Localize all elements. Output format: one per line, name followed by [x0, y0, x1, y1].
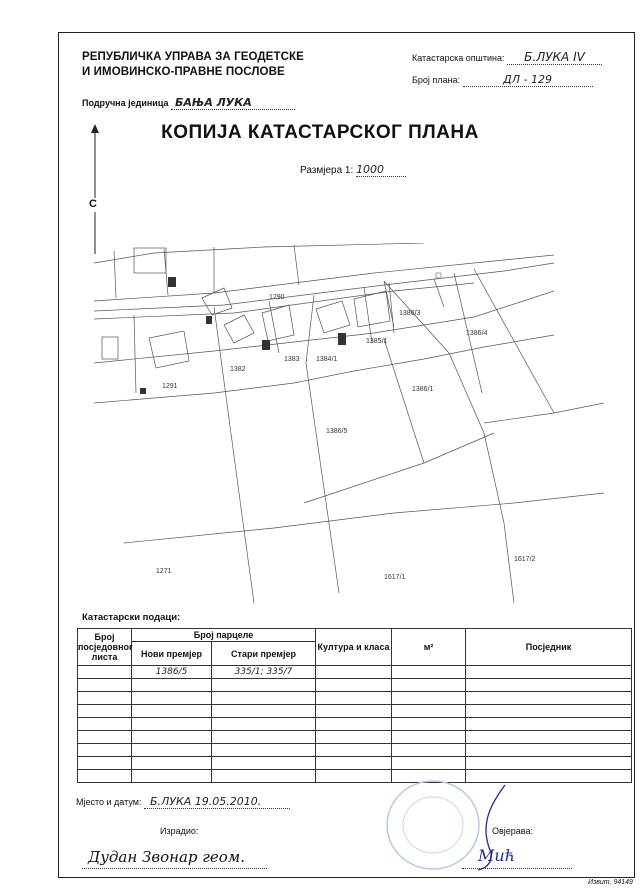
map-label-1386-1: 1386/1	[412, 386, 434, 393]
row-old-parcel: 335/1; 335/7	[212, 666, 316, 679]
row-area	[392, 666, 466, 679]
row-new-parcel: 1386/5	[132, 666, 212, 679]
form-code: Извит. 94149	[588, 879, 633, 886]
col-owner-header: Посједник	[466, 629, 632, 666]
certified-by-signature: Мић	[478, 846, 515, 865]
map-label-1383: 1383	[284, 356, 300, 363]
cadastral-municipality-label: Катастарска општина:	[412, 53, 505, 63]
cadastral-data-label: Катастарски подаци:	[82, 612, 181, 623]
map-label-1384-1: 1384/1	[316, 356, 338, 363]
plan-number	[412, 73, 593, 87]
north-label: С	[89, 198, 97, 210]
map-label-1386-3: 1386/3	[399, 310, 421, 317]
col-culture-header: Култура и класа	[316, 629, 392, 666]
organization-name	[82, 50, 304, 80]
place-date-label: Мјесто и датум:	[76, 797, 142, 807]
table-row-empty	[78, 679, 632, 692]
cadastral-data-table	[77, 628, 632, 783]
map-label-1386-5: 1386/5	[326, 428, 348, 435]
scale	[300, 163, 406, 177]
map-label-1617-1: 1617/1	[384, 574, 406, 581]
col-new-header: Нови премјер	[132, 642, 212, 666]
regional-unit-label: Подручна јединица	[82, 98, 169, 108]
prepared-by-label: Израдио:	[160, 826, 199, 836]
regional-unit-value: БАЊА ЛУКА	[171, 96, 295, 110]
table-row-empty	[78, 731, 632, 744]
certification-signature-icon	[450, 780, 530, 875]
place-date	[76, 795, 290, 809]
organization-line-2: И ИМОВИНСКО-ПРАВНЕ ПОСЛОВЕ	[82, 66, 285, 78]
row-sheet	[78, 666, 132, 679]
plan-number-label: Број плана:	[412, 75, 461, 85]
certified-by-label: Овјерава:	[492, 826, 533, 836]
prepared-signature-line	[82, 868, 267, 869]
col-old-header: Стари премјер	[212, 642, 316, 666]
map-label-1385-1: 1385/1	[366, 338, 388, 345]
map-label-1291: 1291	[162, 383, 178, 390]
table-row-empty	[78, 692, 632, 705]
map-label-1617-2: 1617/2	[514, 556, 536, 563]
table-row	[78, 666, 632, 679]
page-title: КОПИЈА КАТАСТАРСКОГ ПЛАНА	[161, 122, 479, 143]
scale-value: 1000	[356, 163, 406, 177]
col-sheet-header: Број посједовног листа	[78, 629, 132, 666]
table-row-empty	[78, 744, 632, 757]
map-label-1290: 1290	[269, 294, 285, 301]
row-culture	[316, 666, 392, 679]
plan-number-value: ДЛ - 129	[463, 73, 593, 87]
table-row-empty	[78, 718, 632, 731]
map-drawing	[94, 243, 604, 603]
cadastral-municipality	[412, 50, 602, 65]
map-label-1271: 1271	[156, 568, 172, 575]
place-date-value: Б.ЛУКА 19.05.2010.	[144, 795, 290, 809]
prepared-by-signature: Дудан Звонар геом.	[88, 848, 245, 866]
col-parcel-group-header: Број парцеле	[132, 629, 316, 642]
cadastral-map	[94, 243, 604, 603]
regional-unit	[82, 96, 295, 110]
map-label-1386-4: 1386/4	[466, 330, 488, 337]
organization-line-1: РЕПУБЛИЧКА УПРАВА ЗА ГЕОДЕТСКЕ	[82, 51, 304, 63]
table-row-empty	[78, 757, 632, 770]
north-arrow-icon	[88, 124, 102, 254]
table-row-empty	[78, 770, 632, 783]
col-area-header: м²	[392, 629, 466, 666]
cadastral-municipality-value: Б.ЛУКА IV	[507, 50, 602, 65]
certified-signature-line	[462, 868, 572, 869]
map-label-1382: 1382	[230, 366, 246, 373]
scale-label: Размјера 1:	[300, 165, 354, 176]
table-row-empty	[78, 705, 632, 718]
row-owner	[466, 666, 632, 679]
